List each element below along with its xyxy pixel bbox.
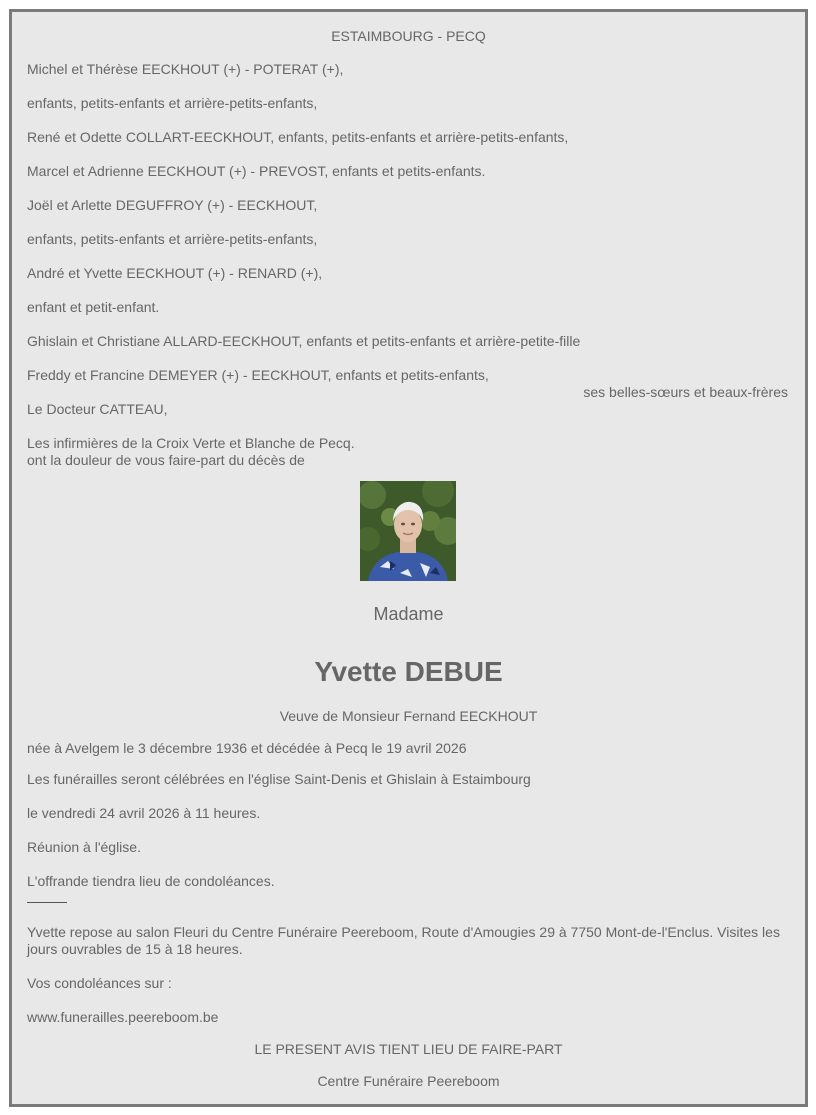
company-line: Centre Funéraire Peereboom	[317, 1073, 500, 1089]
in-laws-line: ses belles-sœurs et beaux-frères	[583, 384, 788, 400]
deceased-photo	[360, 481, 456, 581]
family-line-9: Ghislain et Christiane ALLARD-EECKHOUT, enfants et petits-enfants et arrière-petite-fille	[27, 333, 581, 349]
funeral-line-2: le vendredi 24 avril 2026 à 11 heures.	[27, 805, 261, 821]
family-line-1: Michel et Thérèse EECKHOUT (+) - POTERAT (+),	[27, 61, 344, 77]
family-line-4: Marcel et Adrienne EECKHOUT (+) - PREVOST, enfants et petits-enfants.	[27, 163, 486, 179]
obituary-card	[9, 9, 808, 1107]
family-line-7: André et Yvette EECKHOUT (+) - RENARD (+),	[27, 265, 323, 281]
condolences-label: Vos condoléances sur :	[27, 975, 172, 991]
funeral-line-1: Les funérailles seront célébrées en l'église Saint-Denis et Ghislain à Estaimbourg	[27, 771, 531, 787]
deceased-title: Madame	[373, 604, 444, 624]
family-line-11: Le Docteur CATTEAU,	[27, 401, 168, 417]
family-line-5: Joël et Arlette DEGUFFROY (+) - EECKHOUT,	[27, 197, 318, 213]
dates-line: née à Avelgem le 3 décembre 1936 et décédée à Pecq le 19 avril 2026	[27, 740, 467, 756]
portrait-image	[360, 481, 456, 581]
nurses-line: Les infirmières de la Croix Verte et Blanche de Pecq.	[27, 435, 355, 451]
rest-paragraph: Yvette repose au salon Fleuri du Centre Funéraire Peereboom, Route d'Amougies 29 à 7750 Mont-de-l'Enclus. Visites les jours ouvrables de 15 à 18 heures.	[27, 924, 780, 957]
separator-rule	[27, 902, 67, 903]
deceased-name: Yvette DEBUE	[314, 656, 503, 687]
family-line-3: René et Odette COLLART-EECKHOUT, enfants, petits-enfants et arrière-petits-enfants,	[27, 129, 569, 145]
funeral-line-3: Réunion à l'église.	[27, 839, 141, 855]
location-heading: ESTAIMBOURG - PECQ	[331, 28, 486, 44]
widow-line: Veuve de Monsieur Fernand EECKHOUT	[279, 708, 538, 724]
condolences-link[interactable]: www.funerailles.peereboom.be	[27, 1009, 219, 1025]
family-line-6: enfants, petits-enfants et arrière-petits-enfants,	[27, 231, 318, 247]
funeral-line-4: L'offrande tiendra lieu de condoléances.	[27, 873, 275, 889]
family-line-2: enfants, petits-enfants et arrière-petits-enfants,	[27, 95, 318, 111]
announce-line: ont la douleur de vous faire-part du décès de	[27, 452, 305, 468]
family-line-8: enfant et petit-enfant.	[27, 299, 160, 315]
family-line-10: Freddy et Francine DEMEYER (+) - EECKHOUT, enfants et petits-enfants,	[27, 367, 489, 383]
notice-line: LE PRESENT AVIS TIENT LIEU DE FAIRE-PART	[254, 1041, 563, 1057]
